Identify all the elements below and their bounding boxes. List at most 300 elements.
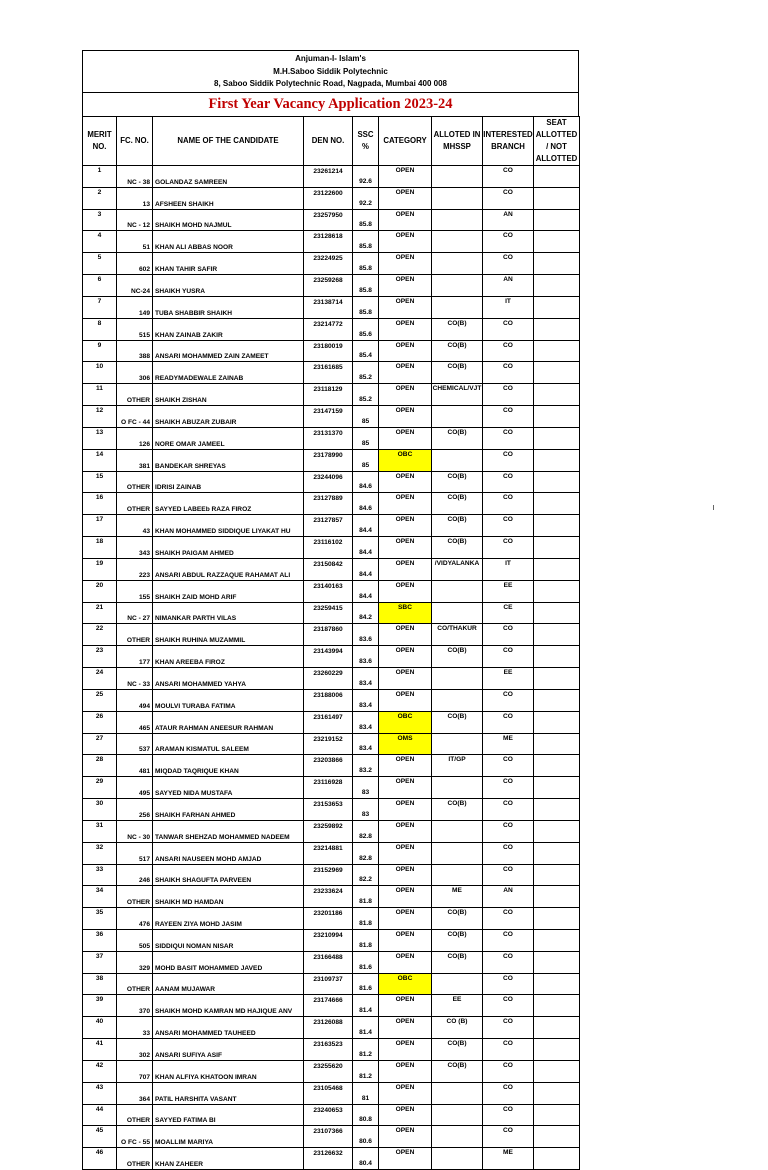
- seat-cell: [534, 733, 580, 755]
- alloted-cell: [432, 296, 483, 318]
- table-row: [83, 777, 580, 799]
- candidate-name-cell: RAYEEN ZIYA MOHD JASIM: [153, 908, 304, 930]
- table-row: [83, 384, 580, 406]
- branch-cell: CO: [483, 362, 534, 384]
- branch-cell: CO: [483, 1082, 534, 1104]
- seat-cell: [534, 711, 580, 733]
- table-row: [83, 842, 580, 864]
- merit-no-cell: 19: [83, 558, 117, 580]
- fc-no-cell: 177: [117, 646, 153, 668]
- merit-no-cell: 1: [83, 166, 117, 188]
- branch-cell: CO: [483, 864, 534, 886]
- table-row: [83, 646, 580, 668]
- category-cell: OPEN: [379, 1082, 432, 1104]
- alloted-cell: /VIDYALANKA: [432, 558, 483, 580]
- alloted-cell: [432, 668, 483, 690]
- branch-cell: CO: [483, 908, 534, 930]
- candidate-name-cell: SHAIKH PAIGAM AHMED: [153, 537, 304, 559]
- category-cell: OPEN: [379, 209, 432, 231]
- seat-cell: [534, 471, 580, 493]
- candidate-name-cell: SAYYED LABEEb RAZA FIROZ: [153, 493, 304, 515]
- fc-no-cell: 495: [117, 777, 153, 799]
- candidate-name-cell: PATIL HARSHITA VASANT: [153, 1082, 304, 1104]
- den-no-cell: 23259268: [304, 275, 353, 297]
- branch-cell: CO: [483, 340, 534, 362]
- table-row: [83, 1082, 580, 1104]
- seat-cell: [534, 689, 580, 711]
- den-no-cell: 23244096: [304, 471, 353, 493]
- den-no-cell: 23187860: [304, 624, 353, 646]
- col-interested-branch: INTERESTED BRANCH: [483, 117, 534, 166]
- ssc-cell: 83.4: [353, 668, 379, 690]
- category-cell: OPEN: [379, 624, 432, 646]
- merit-no-cell: 8: [83, 318, 117, 340]
- table-row: [83, 886, 580, 908]
- merit-no-cell: 6: [83, 275, 117, 297]
- ssc-cell: 82.8: [353, 820, 379, 842]
- table-row: [83, 493, 580, 515]
- candidate-name-cell: READYMADEWALE ZAINAB: [153, 362, 304, 384]
- den-no-cell: 23240653: [304, 1104, 353, 1126]
- candidate-name-cell: ARAMAN KISMATUL SALEEM: [153, 733, 304, 755]
- seat-cell: [534, 951, 580, 973]
- category-cell: OPEN: [379, 995, 432, 1017]
- category-cell: OPEN: [379, 515, 432, 537]
- fc-no-cell: 481: [117, 755, 153, 777]
- alloted-cell: [432, 406, 483, 428]
- branch-cell: CO: [483, 471, 534, 493]
- candidate-name-cell: KHAN MOHAMMED SIDDIQUE LIYAKAT HU: [153, 515, 304, 537]
- table-row: [83, 1126, 580, 1148]
- table-row: [83, 929, 580, 951]
- fc-no-cell: OTHER: [117, 493, 153, 515]
- merit-no-cell: 37: [83, 951, 117, 973]
- ssc-cell: 85: [353, 427, 379, 449]
- branch-cell: CO: [483, 1017, 534, 1039]
- candidate-name-cell: NIMANKAR PARTH VILAS: [153, 602, 304, 624]
- candidate-name-cell: SHAIKH RUHINA MUZAMMIL: [153, 624, 304, 646]
- institute-block: [83, 51, 578, 92]
- branch-cell: CO: [483, 1060, 534, 1082]
- category-cell: OPEN: [379, 231, 432, 253]
- candidate-name-cell: TUBA SHABBIR SHAIKH: [153, 296, 304, 318]
- branch-cell: CO: [483, 777, 534, 799]
- fc-no-cell: 302: [117, 1039, 153, 1061]
- fc-no-cell: OTHER: [117, 1148, 153, 1170]
- merit-no-cell: 15: [83, 471, 117, 493]
- table-row: [83, 602, 580, 624]
- fc-no-cell: 149: [117, 296, 153, 318]
- den-no-cell: 23118129: [304, 384, 353, 406]
- merit-no-cell: 32: [83, 842, 117, 864]
- ssc-cell: 83.4: [353, 711, 379, 733]
- candidate-name-cell: SIDDIQUI NOMAN NISAR: [153, 929, 304, 951]
- category-cell: OPEN: [379, 799, 432, 821]
- ssc-cell: 83: [353, 777, 379, 799]
- branch-cell: CO: [483, 406, 534, 428]
- ssc-cell: 83.4: [353, 689, 379, 711]
- category-cell: OPEN: [379, 427, 432, 449]
- merit-no-cell: 16: [83, 493, 117, 515]
- seat-cell: [534, 449, 580, 471]
- merit-no-cell: 34: [83, 886, 117, 908]
- category-cell: OPEN: [379, 820, 432, 842]
- alloted-cell: CO(B): [432, 711, 483, 733]
- category-cell: OPEN: [379, 187, 432, 209]
- document-header: [82, 50, 579, 116]
- den-no-cell: 23109737: [304, 973, 353, 995]
- ssc-cell: 84.4: [353, 558, 379, 580]
- seat-cell: [534, 166, 580, 188]
- alloted-cell: [432, 1148, 483, 1170]
- alloted-cell: CO(B): [432, 799, 483, 821]
- den-no-cell: 23105468: [304, 1082, 353, 1104]
- merit-no-cell: 18: [83, 537, 117, 559]
- den-no-cell: 23152969: [304, 864, 353, 886]
- candidate-name-cell: SAYYED NIDA MUSTAFA: [153, 777, 304, 799]
- table-row: [83, 296, 580, 318]
- ssc-cell: 83: [353, 799, 379, 821]
- alloted-cell: [432, 166, 483, 188]
- den-no-cell: 23260229: [304, 668, 353, 690]
- category-cell: OPEN: [379, 340, 432, 362]
- alloted-cell: [432, 1126, 483, 1148]
- seat-cell: [534, 1039, 580, 1061]
- branch-cell: EE: [483, 668, 534, 690]
- fc-no-cell: 707: [117, 1060, 153, 1082]
- alloted-cell: [432, 253, 483, 275]
- seat-cell: [534, 580, 580, 602]
- candidate-name-cell: MOHD BASIT MOHAMMED JAVED: [153, 951, 304, 973]
- candidate-name-cell: MOULVI TURABA FATIMA: [153, 689, 304, 711]
- merit-no-cell: 40: [83, 1017, 117, 1039]
- alloted-cell: CO(B): [432, 318, 483, 340]
- candidate-name-cell: KHAN ZAHEER: [153, 1148, 304, 1170]
- table-row: [83, 209, 580, 231]
- category-cell: OPEN: [379, 1126, 432, 1148]
- category-cell: OPEN: [379, 406, 432, 428]
- seat-cell: [534, 1082, 580, 1104]
- merit-no-cell: 46: [83, 1148, 117, 1170]
- den-no-cell: 23138714: [304, 296, 353, 318]
- seat-cell: [534, 646, 580, 668]
- ssc-cell: 85: [353, 406, 379, 428]
- table-row: [83, 187, 580, 209]
- candidate-name-cell: SHAIKH YUSRA: [153, 275, 304, 297]
- branch-cell: CO: [483, 755, 534, 777]
- seat-cell: [534, 209, 580, 231]
- fc-no-cell: 329: [117, 951, 153, 973]
- den-no-cell: 23257950: [304, 209, 353, 231]
- category-cell: OPEN: [379, 951, 432, 973]
- seat-cell: [534, 253, 580, 275]
- ssc-cell: 85.8: [353, 275, 379, 297]
- fc-no-cell: 494: [117, 689, 153, 711]
- merit-no-cell: 10: [83, 362, 117, 384]
- category-cell: OPEN: [379, 275, 432, 297]
- alloted-cell: [432, 733, 483, 755]
- merit-no-cell: 31: [83, 820, 117, 842]
- alloted-cell: [432, 580, 483, 602]
- den-no-cell: 23126088: [304, 1017, 353, 1039]
- candidate-name-cell: NORE OMAR JAMEEL: [153, 427, 304, 449]
- ssc-cell: 82.8: [353, 842, 379, 864]
- merit-no-cell: 41: [83, 1039, 117, 1061]
- candidate-name-cell: ATAUR RAHMAN ANEESUR RAHMAN: [153, 711, 304, 733]
- den-no-cell: 23163523: [304, 1039, 353, 1061]
- den-no-cell: 23261214: [304, 166, 353, 188]
- candidate-name-cell: SHAIKH ZISHAN: [153, 384, 304, 406]
- seat-cell: [534, 908, 580, 930]
- fc-no-cell: 370: [117, 995, 153, 1017]
- table-row: [83, 471, 580, 493]
- candidate-name-cell: TANWAR SHEHZAD MOHAMMED NADEEM: [153, 820, 304, 842]
- fc-no-cell: NC-24: [117, 275, 153, 297]
- seat-cell: [534, 187, 580, 209]
- candidate-name-cell: SAYYED FATIMA BI: [153, 1104, 304, 1126]
- den-no-cell: 23255620: [304, 1060, 353, 1082]
- ssc-cell: 84.6: [353, 493, 379, 515]
- table-row: [83, 733, 580, 755]
- category-cell: OPEN: [379, 755, 432, 777]
- den-no-cell: 23140163: [304, 580, 353, 602]
- den-no-cell: 23214881: [304, 842, 353, 864]
- den-no-cell: 23178990: [304, 449, 353, 471]
- branch-cell: AN: [483, 209, 534, 231]
- den-no-cell: 23127857: [304, 515, 353, 537]
- ssc-cell: 81.4: [353, 1017, 379, 1039]
- ssc-cell: 85.6: [353, 318, 379, 340]
- fc-no-cell: 343: [117, 537, 153, 559]
- fc-no-cell: 51: [117, 231, 153, 253]
- table-row: [83, 820, 580, 842]
- candidate-name-cell: ANSARI MOHAMMED YAHYA: [153, 668, 304, 690]
- branch-cell: CO: [483, 449, 534, 471]
- seat-cell: [534, 777, 580, 799]
- fc-no-cell: 465: [117, 711, 153, 733]
- ssc-cell: 85.2: [353, 362, 379, 384]
- candidate-name-cell: SHAIKH MD HAMDAN: [153, 886, 304, 908]
- table-row: [83, 449, 580, 471]
- seat-cell: [534, 231, 580, 253]
- merit-no-cell: 36: [83, 929, 117, 951]
- alloted-cell: [432, 973, 483, 995]
- ssc-cell: 81.2: [353, 1039, 379, 1061]
- branch-cell: CO: [483, 624, 534, 646]
- branch-cell: ME: [483, 733, 534, 755]
- fc-no-cell: OTHER: [117, 624, 153, 646]
- alloted-cell: CO (B): [432, 1017, 483, 1039]
- den-no-cell: 23153653: [304, 799, 353, 821]
- branch-cell: CO: [483, 951, 534, 973]
- fc-no-cell: NC - 38: [117, 166, 153, 188]
- merit-no-cell: 45: [83, 1126, 117, 1148]
- branch-cell: CO: [483, 689, 534, 711]
- ssc-cell: 85.8: [353, 296, 379, 318]
- category-cell: OPEN: [379, 908, 432, 930]
- table-row: [83, 689, 580, 711]
- ssc-cell: 92.2: [353, 187, 379, 209]
- candidate-name-cell: KHAN ALFIYA KHATOON IMRAN: [153, 1060, 304, 1082]
- branch-cell: IT: [483, 296, 534, 318]
- merit-no-cell: 9: [83, 340, 117, 362]
- branch-cell: EE: [483, 580, 534, 602]
- alloted-cell: ME: [432, 886, 483, 908]
- branch-cell: CO: [483, 318, 534, 340]
- ssc-cell: 92.6: [353, 166, 379, 188]
- merit-no-cell: 44: [83, 1104, 117, 1126]
- den-no-cell: 23188006: [304, 689, 353, 711]
- table-body: [83, 166, 580, 1170]
- branch-cell: CO: [483, 929, 534, 951]
- branch-cell: CO: [483, 995, 534, 1017]
- branch-cell: CO: [483, 384, 534, 406]
- table-row: [83, 580, 580, 602]
- fc-no-cell: 246: [117, 864, 153, 886]
- ssc-cell: 81.6: [353, 951, 379, 973]
- fc-no-cell: O FC - 44: [117, 406, 153, 428]
- merit-no-cell: 24: [83, 668, 117, 690]
- ssc-cell: 81.8: [353, 908, 379, 930]
- candidate-name-cell: KHAN ZAINAB ZAKIR: [153, 318, 304, 340]
- merit-no-cell: 35: [83, 908, 117, 930]
- merit-no-cell: 5: [83, 253, 117, 275]
- ssc-cell: 81.8: [353, 929, 379, 951]
- seat-cell: [534, 296, 580, 318]
- fc-no-cell: OTHER: [117, 973, 153, 995]
- merit-no-cell: 23: [83, 646, 117, 668]
- fc-no-cell: NC - 30: [117, 820, 153, 842]
- table-row: [83, 340, 580, 362]
- candidate-name-cell: GOLANDAZ SAMREEN: [153, 166, 304, 188]
- table-row: [83, 427, 580, 449]
- ssc-cell: 85: [353, 449, 379, 471]
- merit-no-cell: 13: [83, 427, 117, 449]
- alloted-cell: CO(B): [432, 471, 483, 493]
- den-no-cell: 23219152: [304, 733, 353, 755]
- merit-no-cell: 2: [83, 187, 117, 209]
- ssc-cell: 85.2: [353, 384, 379, 406]
- alloted-cell: [432, 602, 483, 624]
- branch-cell: IT: [483, 558, 534, 580]
- fc-no-cell: 223: [117, 558, 153, 580]
- den-no-cell: 23166488: [304, 951, 353, 973]
- seat-cell: [534, 275, 580, 297]
- table-row: [83, 799, 580, 821]
- alloted-cell: [432, 864, 483, 886]
- fc-no-cell: NC - 33: [117, 668, 153, 690]
- den-no-cell: 23201186: [304, 908, 353, 930]
- seat-cell: [534, 929, 580, 951]
- fc-no-cell: 256: [117, 799, 153, 821]
- institute-trust: Anjuman-I- Islam's: [295, 54, 366, 63]
- den-no-cell: 23161497: [304, 711, 353, 733]
- candidate-name-cell: BANDEKAR SHREYAS: [153, 449, 304, 471]
- institute-name: M.H.Saboo Siddik Polytechnic: [273, 66, 388, 76]
- alloted-cell: CO(B): [432, 362, 483, 384]
- candidate-name-cell: SHAIKH SHAGUFTA PARVEEN: [153, 864, 304, 886]
- category-cell: OPEN: [379, 864, 432, 886]
- den-no-cell: 23126632: [304, 1148, 353, 1170]
- category-cell: OPEN: [379, 646, 432, 668]
- table-row: [83, 973, 580, 995]
- branch-cell: CO: [483, 799, 534, 821]
- fc-no-cell: NC - 12: [117, 209, 153, 231]
- candidate-name-cell: ANSARI MOHAMMED ZAIN ZAMEET: [153, 340, 304, 362]
- fc-no-cell: 306: [117, 362, 153, 384]
- category-cell: OPEN: [379, 1104, 432, 1126]
- merit-no-cell: 42: [83, 1060, 117, 1082]
- candidate-name-cell: MOALLIM MARIYA: [153, 1126, 304, 1148]
- branch-cell: CO: [483, 515, 534, 537]
- den-no-cell: 23143994: [304, 646, 353, 668]
- ssc-cell: 84.4: [353, 580, 379, 602]
- ssc-cell: 84.6: [353, 471, 379, 493]
- alloted-cell: [432, 1082, 483, 1104]
- merit-no-cell: 30: [83, 799, 117, 821]
- seat-cell: [534, 1104, 580, 1126]
- candidate-name-cell: MIQDAD TAQRIQUE KHAN: [153, 755, 304, 777]
- branch-cell: CO: [483, 973, 534, 995]
- seat-cell: [534, 318, 580, 340]
- category-cell: OPEN: [379, 668, 432, 690]
- ssc-cell: 82.2: [353, 864, 379, 886]
- alloted-cell: CO(B): [432, 1039, 483, 1061]
- alloted-cell: IT/GP: [432, 755, 483, 777]
- merit-no-cell: 39: [83, 995, 117, 1017]
- ssc-cell: 84.4: [353, 537, 379, 559]
- table-row: [83, 755, 580, 777]
- branch-cell: CO: [483, 427, 534, 449]
- merit-no-cell: 33: [83, 864, 117, 886]
- seat-cell: [534, 384, 580, 406]
- branch-cell: CO: [483, 231, 534, 253]
- branch-cell: CO: [483, 1104, 534, 1126]
- seat-cell: [534, 755, 580, 777]
- seat-cell: [534, 624, 580, 646]
- den-no-cell: 23203866: [304, 755, 353, 777]
- col-merit-no: MERIT NO.: [83, 117, 117, 166]
- alloted-cell: CO(B): [432, 951, 483, 973]
- branch-cell: CO: [483, 166, 534, 188]
- candidate-name-cell: KHAN ALI ABBAS NOOR: [153, 231, 304, 253]
- den-no-cell: 23214772: [304, 318, 353, 340]
- alloted-cell: CO(B): [432, 493, 483, 515]
- category-cell: OPEN: [379, 580, 432, 602]
- ssc-cell: 83.2: [353, 755, 379, 777]
- seat-cell: [534, 340, 580, 362]
- merit-no-cell: 14: [83, 449, 117, 471]
- ssc-cell: 84.2: [353, 602, 379, 624]
- branch-cell: CE: [483, 602, 534, 624]
- merit-no-cell: 38: [83, 973, 117, 995]
- table-row: [83, 231, 580, 253]
- category-cell: OPEN: [379, 384, 432, 406]
- fc-no-cell: 602: [117, 253, 153, 275]
- category-cell: OPEN: [379, 842, 432, 864]
- branch-cell: ME: [483, 1148, 534, 1170]
- category-cell: OPEN: [379, 253, 432, 275]
- candidate-name-cell: KHAN AREEBA FIROZ: [153, 646, 304, 668]
- fc-no-cell: 517: [117, 842, 153, 864]
- table-row: [83, 1148, 580, 1170]
- fc-no-cell: 476: [117, 908, 153, 930]
- table-row: [83, 1017, 580, 1039]
- alloted-cell: EE: [432, 995, 483, 1017]
- alloted-cell: [432, 820, 483, 842]
- alloted-cell: [432, 187, 483, 209]
- table-row: [83, 362, 580, 384]
